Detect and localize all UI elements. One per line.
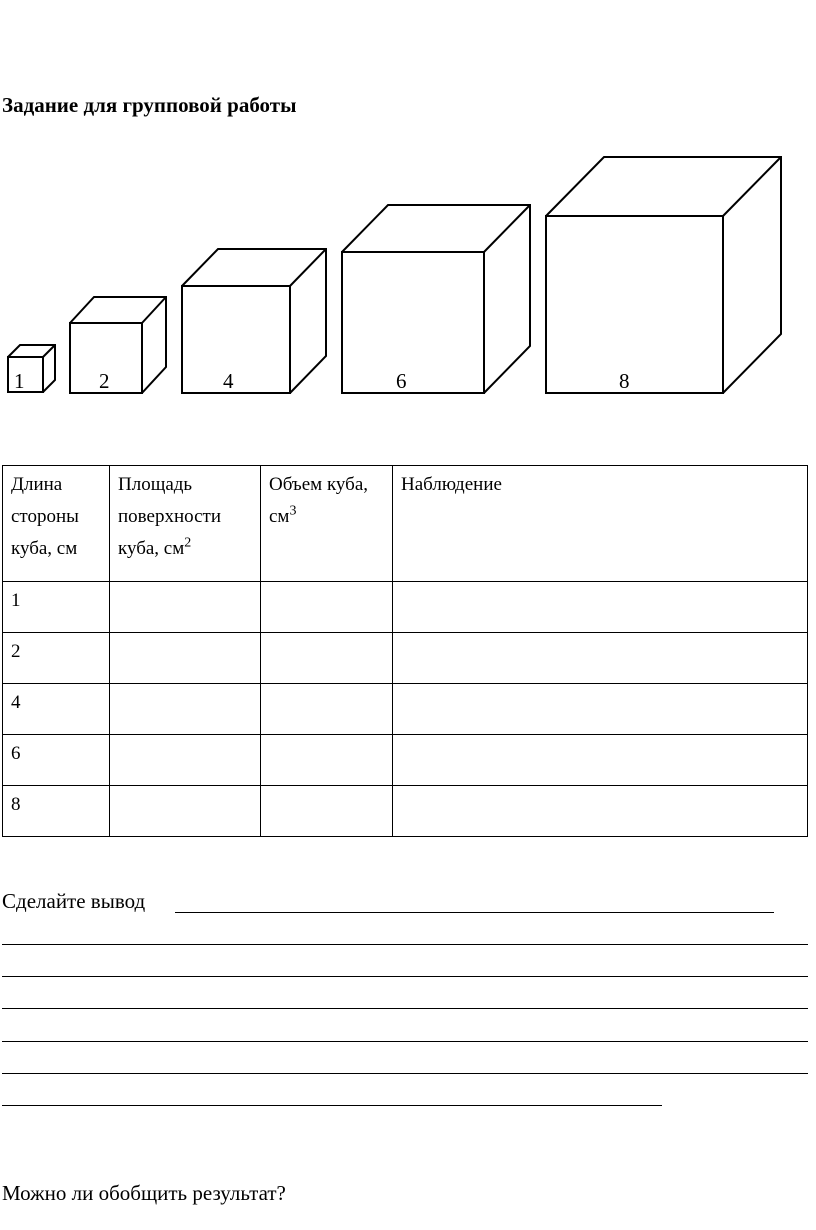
surface-area-cell[interactable]	[110, 633, 261, 684]
header-observation: Наблюдение	[393, 466, 808, 582]
observation-table	[2, 465, 808, 837]
conclusion-answer-line[interactable]	[2, 1105, 662, 1106]
surface-area-cell[interactable]	[110, 684, 261, 735]
conclusion-answer-line[interactable]	[2, 944, 808, 945]
row-side-length: 1	[3, 582, 110, 633]
volume-cell[interactable]	[261, 786, 393, 837]
observation-cell[interactable]	[393, 684, 808, 735]
cube-label-6: 6	[396, 369, 407, 393]
conclusion-answer-line[interactable]	[2, 1008, 808, 1009]
observation-cell[interactable]	[393, 735, 808, 786]
volume-cell[interactable]	[261, 633, 393, 684]
conclusion-answer-line[interactable]	[2, 1073, 808, 1074]
observation-cell[interactable]	[393, 786, 808, 837]
worksheet-title: Задание для групповой работы	[2, 93, 297, 117]
surface-area-cell[interactable]	[110, 735, 261, 786]
volume-cell[interactable]	[261, 684, 393, 735]
header-volume: Объем куба, $см^3$	[261, 466, 393, 582]
row-side-length: 8	[3, 786, 110, 837]
cube-label-2: 2	[99, 369, 110, 393]
table-row	[3, 735, 808, 786]
table-row	[3, 786, 808, 837]
generalization-question: Можно ли обобщить результат?	[2, 1181, 286, 1205]
cube-label-1: 1	[14, 369, 25, 393]
header-surface-area: Площадь поверхности куба, $см^2$	[110, 466, 261, 582]
table-row	[3, 582, 808, 633]
table-row	[3, 684, 808, 735]
observation-cell[interactable]	[393, 582, 808, 633]
cube-label-4: 4	[223, 369, 234, 393]
volume-cell[interactable]	[261, 735, 393, 786]
cube-6	[342, 205, 530, 393]
cube-8	[546, 157, 781, 393]
observation-cell[interactable]	[393, 633, 808, 684]
cube-label-8: 8	[619, 369, 630, 393]
conclusion-answer-line[interactable]	[175, 912, 774, 913]
table-header-row	[3, 466, 808, 582]
row-side-length: 2	[3, 633, 110, 684]
cubes-illustration	[0, 0, 816, 420]
surface-area-cell[interactable]	[110, 582, 261, 633]
surface-area-cell[interactable]	[110, 786, 261, 837]
row-side-length: 6	[3, 735, 110, 786]
volume-cell[interactable]	[261, 582, 393, 633]
conclusion-label: Сделайте вывод	[2, 889, 146, 913]
conclusion-answer-line[interactable]	[2, 1041, 808, 1042]
header-side-length: Длина стороны куба, см	[3, 466, 110, 582]
cube-4	[182, 249, 326, 393]
row-side-length: 4	[3, 684, 110, 735]
table-row	[3, 633, 808, 684]
conclusion-answer-line[interactable]	[2, 976, 808, 977]
cube-2	[70, 297, 166, 393]
